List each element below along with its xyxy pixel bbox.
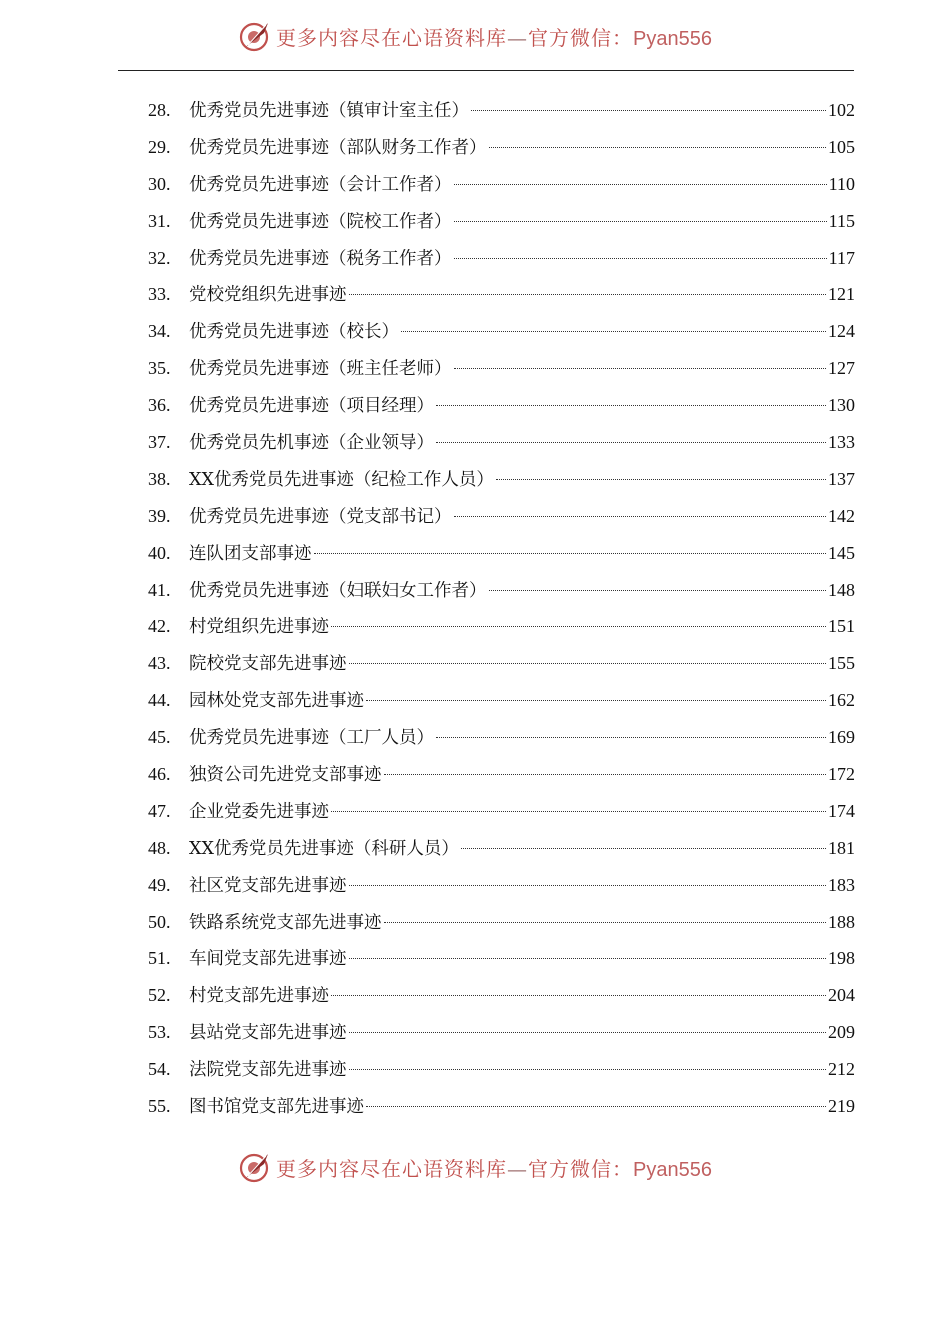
footer-brand-cn: 更多内容尽在心语资料库: [276, 1156, 508, 1181]
toc-entry-number: 53.: [148, 1022, 171, 1043]
toc-entry-number: 54.: [148, 1059, 171, 1080]
toc-entry-number: 32.: [148, 247, 171, 268]
toc-entry-number: 49.: [148, 874, 171, 895]
toc-dot-leader: [314, 553, 827, 554]
toc-entry[interactable]: [148, 756, 855, 793]
toc-entry-title: 党校党组织先进事迹: [189, 285, 347, 306]
toc-dot-leader: [331, 811, 826, 812]
toc-entry[interactable]: [148, 904, 855, 941]
toc-entry-title: 优秀党员先进事迹（镇审计室主任）: [189, 101, 469, 121]
toc-entry-page: 127: [828, 358, 855, 379]
toc-entry-number: 40.: [148, 542, 171, 563]
footer-brand-label: 官方微信：: [528, 1156, 634, 1181]
toc-entry-page: 117: [828, 247, 855, 268]
toc-dot-leader: [436, 405, 826, 406]
toc-entry-number: 47.: [148, 800, 171, 821]
toc-entry[interactable]: [148, 387, 855, 424]
toc-entry-title: 村党支部先进事迹: [189, 986, 329, 1007]
toc-entry-title: 优秀党员先进事迹（班主任老师）: [189, 359, 452, 380]
toc-entry-page: 204: [828, 985, 855, 1006]
toc-entry-title: 优秀党员先进事迹（校长）: [189, 322, 399, 343]
toc-entry[interactable]: [148, 92, 855, 129]
quill-logo-icon: [238, 19, 272, 53]
toc-dot-leader: [401, 331, 826, 332]
toc-dot-leader: [366, 700, 826, 701]
toc-entry[interactable]: [148, 461, 855, 498]
toc-entry-page: 188: [828, 911, 855, 932]
toc-entry[interactable]: [148, 682, 855, 719]
toc-dot-leader: [349, 885, 827, 886]
toc-entry-number: 31.: [148, 210, 171, 231]
toc-entry[interactable]: [148, 129, 855, 166]
toc-dot-leader: [461, 848, 826, 849]
toc-dot-leader: [454, 184, 827, 185]
toc-dot-leader: [366, 1106, 826, 1107]
header-brand-id: Pyan556: [633, 27, 712, 50]
toc-entry-title: 优秀党员先进事迹（院校工作者）: [189, 211, 452, 232]
toc-entry[interactable]: [148, 940, 855, 977]
toc-entry-number: 30.: [148, 173, 171, 194]
toc-entry-page: 181: [828, 837, 855, 858]
toc-dot-leader: [436, 737, 826, 738]
toc-entry[interactable]: [148, 572, 855, 609]
toc-entry-page: 151: [828, 616, 855, 637]
header-brand: [0, 14, 950, 58]
toc-dot-leader: [349, 958, 827, 959]
toc-entry-number: 39.: [148, 505, 171, 526]
toc-dot-leader: [454, 516, 827, 517]
toc-entry-title: 园林处党支部先进事迹: [189, 691, 364, 712]
toc-entry-title: 社区党支部先进事迹: [189, 875, 347, 896]
toc-entry[interactable]: [148, 977, 855, 1014]
toc-entry[interactable]: [148, 793, 855, 830]
toc-dot-leader: [454, 221, 827, 222]
footer-brand-id: Pyan556: [633, 1158, 712, 1181]
toc-entry[interactable]: [148, 166, 855, 203]
toc-entry[interactable]: [148, 203, 855, 240]
toc-entry-page: 102: [828, 100, 855, 120]
toc-dot-leader: [489, 590, 827, 591]
toc-entry[interactable]: [148, 719, 855, 756]
toc-entry[interactable]: [148, 240, 855, 277]
toc-entry-title: 优秀党员先进事迹（会计工作者）: [189, 174, 452, 195]
toc-entry-page: 148: [828, 579, 855, 600]
toc-entry-number: 29.: [148, 136, 171, 157]
toc-entry-title: 连队团支部事迹: [189, 543, 312, 564]
toc-entry-title: 优秀党员先进事迹（项目经理）: [189, 396, 434, 417]
toc-entry[interactable]: [148, 350, 855, 387]
toc-entry-title: 优秀党员先进事迹（部队财务工作者）: [189, 137, 487, 158]
toc-entry-page: 145: [828, 542, 855, 563]
toc-entry-title: 优秀党员先进事迹（党支部书记）: [189, 506, 452, 527]
toc-entry-page: 115: [828, 210, 855, 231]
toc-list: [148, 92, 855, 1125]
header-brand-text: [276, 22, 712, 51]
toc-entry-title: 车间党支部先进事迹: [189, 949, 347, 970]
toc-entry-title: 图书馆党支部先进事迹: [189, 1097, 364, 1118]
toc-entry-number: 42.: [148, 616, 171, 637]
footer-brand: [0, 1145, 950, 1189]
toc-entry[interactable]: [148, 313, 855, 350]
toc-entry-title: 村党组织先进事迹: [189, 617, 329, 638]
toc-entry-page: 121: [828, 284, 855, 305]
toc-entry-title: 优秀党员先机事迹（企业领导）: [189, 433, 434, 454]
toc-entry-number: 28.: [148, 100, 171, 120]
toc-entry-title: 县站党支部先进事迹: [189, 1023, 347, 1044]
header-brand-cn: 更多内容尽在心语资料库: [276, 25, 508, 50]
toc-entry[interactable]: [148, 867, 855, 904]
toc-entry-number: 45.: [148, 727, 171, 748]
footer-brand-sep: —: [507, 1156, 529, 1181]
toc-entry-number: 55.: [148, 1096, 171, 1117]
toc-entry-page: 183: [828, 874, 855, 895]
toc-entry-page: 198: [828, 948, 855, 969]
toc-dot-leader: [331, 626, 826, 627]
toc-dot-leader: [331, 995, 826, 996]
toc-entry-number: 38.: [148, 468, 171, 489]
header-brand-sep: —: [507, 25, 529, 50]
toc-dot-leader: [384, 774, 827, 775]
toc-entry[interactable]: [148, 1014, 855, 1051]
toc-entry-page: 124: [828, 321, 855, 342]
toc-entry-number: 34.: [148, 321, 171, 342]
toc-dot-leader: [436, 442, 826, 443]
toc-dot-leader: [349, 1069, 827, 1070]
quill-logo-icon: [238, 1150, 272, 1184]
toc-entry[interactable]: [148, 645, 855, 682]
toc-entry-number: 46.: [148, 764, 171, 785]
toc-entry-page: 110: [828, 173, 855, 194]
toc-entry[interactable]: [148, 498, 855, 535]
toc-entry-page: 142: [828, 505, 855, 526]
toc-entry-title: XX优秀党员先进事迹（纪检工作人员）: [189, 469, 494, 490]
toc-entry-number: 36.: [148, 395, 171, 416]
toc-entry-page: 169: [828, 727, 855, 748]
toc-entry[interactable]: [148, 424, 855, 461]
toc-entry-number: 35.: [148, 358, 171, 379]
toc-entry-page: 212: [828, 1059, 855, 1080]
toc-entry-page: 137: [828, 468, 855, 489]
toc-entry-title: 独资公司先进党支部事迹: [189, 765, 382, 786]
toc-entry-page: 105: [828, 136, 855, 157]
toc-entry-title: 法院党支部先进事迹: [189, 1060, 347, 1081]
toc-entry-page: 155: [828, 653, 855, 674]
toc-entry[interactable]: [148, 608, 855, 645]
toc-entry-page: 174: [828, 800, 855, 821]
toc-entry-title: 优秀党员先进事迹（工厂人员）: [189, 728, 434, 749]
toc-entry-page: 162: [828, 690, 855, 711]
toc-dot-leader: [496, 479, 826, 480]
toc-dot-leader: [384, 922, 827, 923]
toc-dot-leader: [454, 258, 827, 259]
toc-dot-leader: [489, 147, 827, 148]
toc-entry-title: 优秀党员先进事迹（妇联妇女工作者）: [189, 580, 487, 601]
toc-entry-number: 41.: [148, 579, 171, 600]
toc-entry-number: 33.: [148, 284, 171, 305]
toc-entry-title: XX优秀党员先进事迹（科研人员）: [189, 838, 459, 859]
toc-dot-leader: [454, 368, 827, 369]
toc-entry[interactable]: [148, 1051, 855, 1088]
toc-entry-number: 37.: [148, 432, 171, 453]
toc-entry-number: 48.: [148, 837, 171, 858]
toc-entry-title: 院校党支部先进事迹: [189, 654, 347, 675]
toc-entry-page: 172: [828, 764, 855, 785]
toc-entry-page: 219: [828, 1096, 855, 1117]
toc-entry-page: 133: [828, 432, 855, 453]
header-rule: [118, 70, 854, 71]
toc-entry[interactable]: [148, 1088, 855, 1125]
header-brand-label: 官方微信：: [528, 25, 634, 50]
toc-dot-leader: [349, 663, 827, 664]
toc-entry[interactable]: [148, 830, 855, 867]
footer-brand-text: [276, 1153, 712, 1182]
toc-entry-title: 铁路系统党支部先进事迹: [189, 912, 382, 933]
toc-entry[interactable]: [148, 535, 855, 572]
toc-entry-number: 43.: [148, 653, 171, 674]
toc-dot-leader: [349, 294, 827, 295]
toc-entry-page: 209: [828, 1022, 855, 1043]
toc-entry-number: 50.: [148, 911, 171, 932]
toc-dot-leader: [349, 1032, 827, 1033]
toc-entry-number: 51.: [148, 948, 171, 969]
toc-entry-page: 130: [828, 395, 855, 416]
toc-entry-title: 企业党委先进事迹: [189, 801, 329, 822]
toc-dot-leader: [471, 110, 826, 111]
toc-entry-number: 44.: [148, 690, 171, 711]
toc-entry[interactable]: [148, 276, 855, 313]
toc-entry-number: 52.: [148, 985, 171, 1006]
toc-entry-title: 优秀党员先进事迹（税务工作者）: [189, 248, 452, 269]
